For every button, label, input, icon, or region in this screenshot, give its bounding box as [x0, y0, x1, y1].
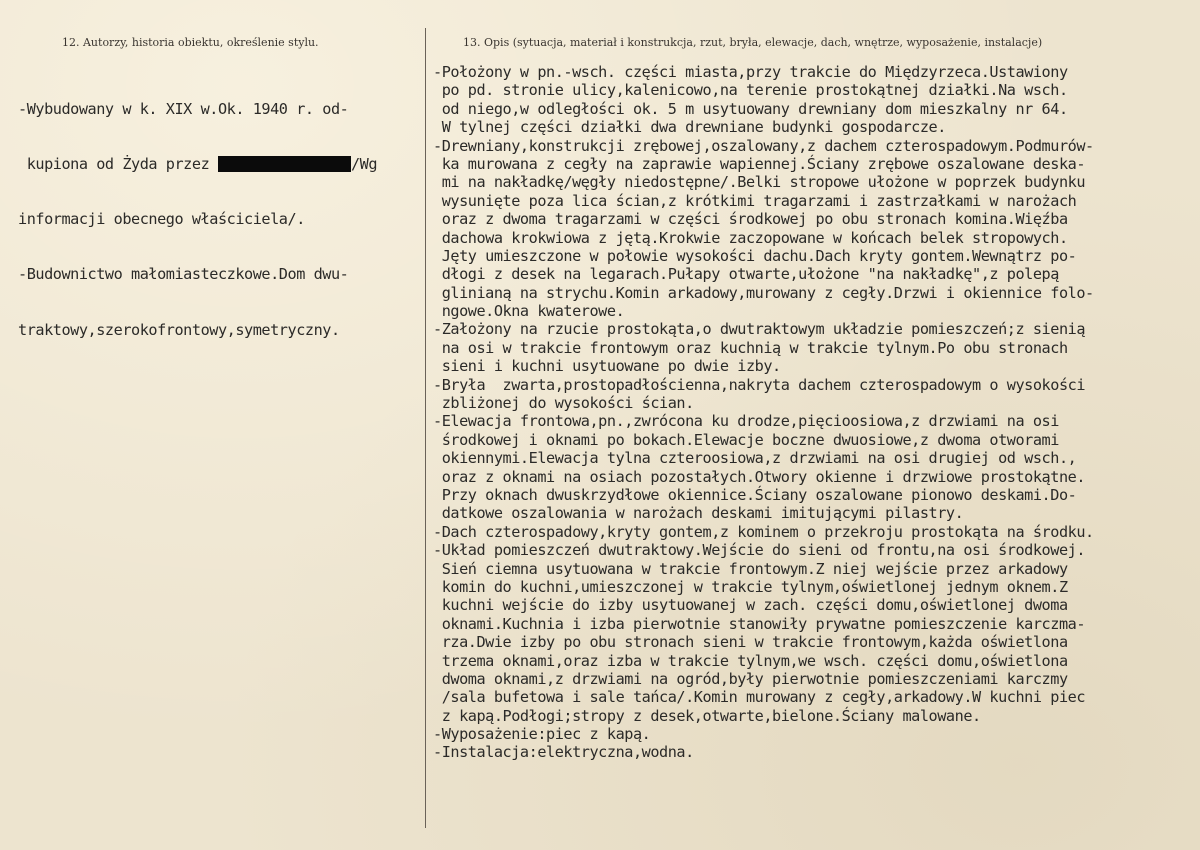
- text-line: ka murowana z cegły na zaprawie wapiennej.Ściany zrębowe oszalowane deska-: [433, 154, 1086, 173]
- text-line: mi na nakładkę/węgły niedostępne/.Belki stropowe ułożone w poprzek budynku: [433, 173, 1086, 192]
- text-line: okiennymi.Elewacja tylna czteroosiowa,z drzwiami na osi drugiej od wsch.,: [433, 449, 1077, 468]
- text-line: od niego,w odległości ok. 5 m usytuowany drewniany dom mieszkalny nr 64.: [433, 99, 1068, 118]
- text-line-with-redaction: [18, 155, 413, 173]
- text-line: -Elewacja frontowa,pn.,zwrócona ku drodze,pięcioosiowa,z drzwiami na osi: [433, 412, 1059, 431]
- text-line: sieni i kuchni usytuowane po dwie izby.: [433, 357, 781, 376]
- text-line: -Dach czterospadowy,kryty gontem,z kominem o przekroju prostokąta na środku.: [433, 522, 1094, 541]
- text-line: po pd. stronie ulicy,kalenicowo,na terenie prostokątnej działki.Na wsch.: [433, 81, 1068, 100]
- text-line: -Wyposażenie:piec z kapą.: [433, 725, 651, 744]
- text-line: środkowej i oknami po bokach.Elewacje boczne dwuosiowe,z dwoma otworami: [433, 430, 1059, 449]
- text-line: W tylnej części działki dwa drewniane budynki gospodarcze.: [433, 118, 946, 137]
- text-line: -Bryła zwarta,prostopadłościenna,nakryta dachem czterospadowym o wysokości: [433, 375, 1086, 394]
- description-column: [433, 63, 1193, 762]
- text-line: -Założony na rzucie prostokąta,o dwutraktowym układzie pomieszczeń;z sienią: [433, 320, 1086, 339]
- text-line: datkowe oszalowania w narożach deskami imitującymi pilastry.: [433, 504, 964, 523]
- text-line: -Instalacja:elektryczna,wodna.: [433, 743, 694, 762]
- text-line: ngowe.Okna kwaterowe.: [433, 302, 625, 321]
- text-line: oknami.Kuchnia i izba pierwotnie stanowiły prywatne pomieszczenie karczma-: [433, 614, 1086, 633]
- text-line: glinianą na strychu.Komin arkadowy,murowany z cegły.Drzwi i okiennice folo-: [433, 283, 1094, 302]
- text-line: Sień ciemna usytuowana w trakcie frontowym.Z niej wejście przez arkadowy: [433, 559, 1068, 578]
- text-line: rza.Dwie izby po obu stronach sieni w trakcie frontowym,każda oświetlona: [433, 633, 1068, 652]
- text-line: oraz z dwoma tragarzami w części środkowej po obu stronach komina.Więźba: [433, 210, 1068, 229]
- text-line: -Wybudowany w k. XIX w.Ok. 1940 r. od-: [18, 99, 349, 118]
- text-fragment: /Wg: [350, 155, 378, 174]
- text-line: dłogi z desek na legarach.Pułapy otwarte,ułożone "na nakładkę",z polepą: [433, 265, 1059, 284]
- text-line: oraz z oknami na osiach pozostałych.Otwory okienne i drzwiowe prostokątne.: [433, 467, 1086, 486]
- text-line: komin do kuchni,umieszczonej w trakcie tylnym,oświetlonej jednym oknem.Z: [433, 577, 1068, 596]
- text-line: Jęty umieszczone w połowie wysokości dachu.Dach kryty gontem.Wewnątrz po-: [433, 246, 1077, 265]
- text-fragment: kupiona od Żyda przez: [18, 155, 218, 174]
- history-column: [18, 63, 413, 376]
- text-line: traktowy,szerokofrontowy,symetryczny.: [18, 320, 340, 339]
- redaction-bar: [218, 156, 351, 172]
- text-line: trzema oknami,oraz izba w trakcie tylnym,we wsch. części domu,oświetlona: [433, 651, 1068, 670]
- text-line: Przy oknach dwuskrzydłowe okiennice.Ściany oszalowane pionowo deskami.Do-: [433, 485, 1077, 504]
- text-line: zbliżonej do wysokości ścian.: [433, 394, 694, 413]
- text-line: dwoma oknami,z drzwiami na ogród,były pierwotnie pomieszczeniami karczmy: [433, 669, 1068, 688]
- section-13-header: 13. Opis (sytuacja, materiał i konstrukcja, rzut, bryła, elewacje, dach, wnętrze, wyposażenie, instalacje): [463, 36, 1043, 49]
- text-line: -Położony w pn.-wsch. części miasta,przy trakcie do Międzyrzeca.Ustawiony: [433, 63, 1068, 81]
- column-divider: [425, 28, 426, 828]
- text-line: dachowa krokwiowa z jętą.Krokwie zaczopowane w końcach belek stropowych.: [433, 228, 1068, 247]
- section-12-header: 12. Autorzy, historia obiektu, określenie stylu.: [62, 36, 319, 49]
- text-line: /sala bufetowa i sale tańca/.Komin murowany z cegły,arkadowy.W kuchni piec: [433, 688, 1086, 707]
- text-line: informacji obecnego właściciela/.: [18, 210, 305, 229]
- text-line: -Układ pomieszczeń dwutraktowy.Wejście do sieni od frontu,na osi środkowej.: [433, 541, 1086, 560]
- text-line: -Drewniany,konstrukcji zrębowej,oszalowany,z dachem czterospadowym.Podmurów-: [433, 136, 1094, 155]
- text-line: na osi w trakcie frontowym oraz kuchnią w trakcie tylnym.Po obu stronach: [433, 338, 1068, 357]
- text-line: kuchni wejście do izby usytuowanej w zach. części domu,oświetlonej dwoma: [433, 596, 1068, 615]
- text-line: wysunięte poza lica ścian,z krótkimi tragarzami i zastrzałkami w narożach: [433, 191, 1077, 210]
- text-line: -Budownictwo małomiasteczkowe.Dom dwu-: [18, 265, 349, 284]
- text-line: z kapą.Podłogi;stropy z desek,otwarte,bielone.Ściany malowane.: [433, 706, 981, 725]
